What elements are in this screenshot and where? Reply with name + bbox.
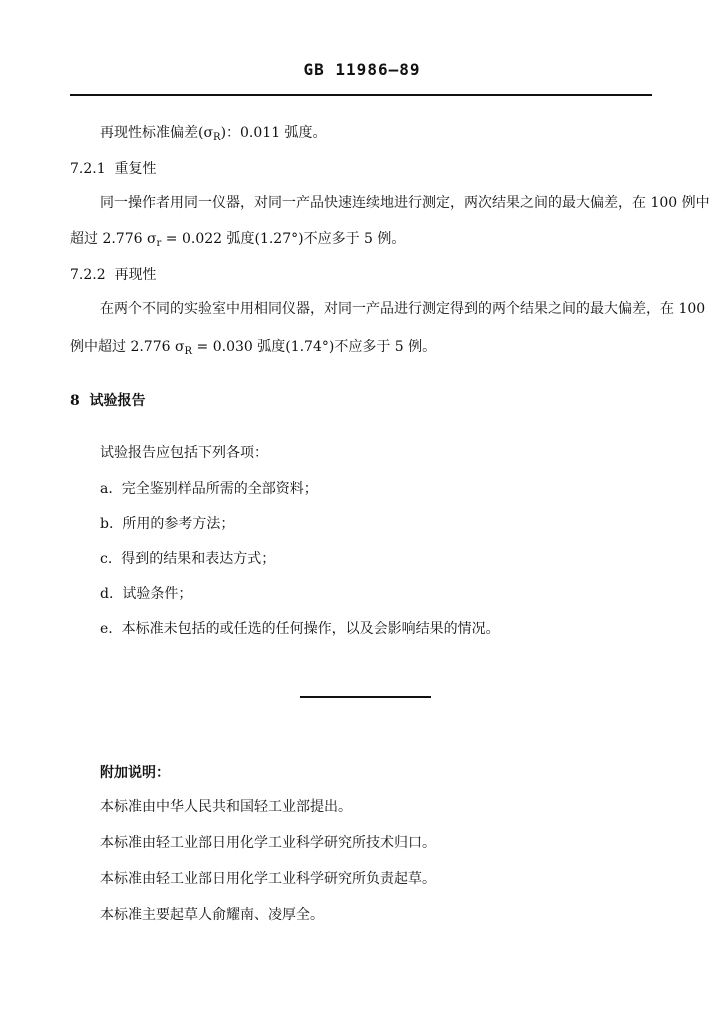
section-7-2-1-para-line1: 同一操作者用同一仪器，对同一产品快速连续地进行测定，两次结果之间的最大偏差，在 100 例中: [100, 195, 710, 211]
reproducibility-sd-line: [100, 124, 327, 147]
list-text: 试验条件；: [122, 586, 193, 602]
notes-line: 本标准由轻工业部日用化学工业科学研究所技术归口。: [100, 835, 436, 851]
section-7-2-2-para-line2: [70, 338, 436, 361]
list-text: 完全鉴别样品所需的全部资料；: [121, 481, 318, 497]
para-prefix: 例中超过 2.776: [70, 339, 175, 355]
notes-line: 本标准主要起草人俞耀南、凌厚全。: [100, 907, 324, 923]
list-marker: d.: [100, 586, 114, 602]
standard-code: GB 11986—89: [303, 60, 421, 79]
list-item: [100, 515, 234, 533]
sigma-symbol: σ: [146, 231, 157, 247]
list-text: 本标准未包括的或任选的任何操作，以及会影响结果的情况。: [121, 621, 500, 637]
section-8-heading: [70, 392, 146, 410]
section-number: 7.2.1: [70, 161, 106, 177]
notes-line: 本标准由中华人民共和国轻工业部提出。: [100, 799, 352, 815]
para-suffix: = 0.030 弧度(1.74°)不应多于 5 例。: [192, 339, 437, 355]
section-7-2-2-para-line1: 在两个不同的实验室中用相同仪器，对同一产品进行测定得到的两个结果之间的最大偏差，在 100: [100, 301, 706, 317]
section-number: 7.2.2: [70, 267, 106, 283]
section-title: 重复性: [114, 161, 157, 177]
notes-line: 本标准由轻工业部日用化学工业科学研究所负责起草。: [100, 871, 436, 887]
section-number: 8: [70, 393, 80, 409]
section-7-2-2-heading: [70, 266, 157, 284]
para-suffix: = 0.022 弧度(1.27°)不应多于 5 例。: [161, 231, 406, 247]
reproducibility-sd-prefix: 再现性标准偏差(: [100, 125, 204, 141]
list-marker: b.: [100, 516, 114, 532]
sigma-symbol: σ: [174, 339, 185, 355]
list-marker: a.: [100, 481, 113, 497]
section-title: 试验报告: [89, 393, 146, 409]
sigma-subscript: R: [184, 346, 193, 357]
list-marker: e.: [100, 621, 113, 637]
list-text: 得到的结果和表达方式；: [121, 551, 276, 567]
sigma-symbol: σ: [203, 125, 214, 141]
section-7-2-1-para-line2: [70, 230, 405, 253]
reproducibility-sd-suffix: )：0.011 弧度。: [220, 125, 327, 141]
sigma-subscript: r: [156, 238, 162, 249]
notes-title: 附加说明：: [100, 765, 170, 781]
section-8-intro: 试验报告应包括下列各项：: [100, 445, 268, 461]
section-7-2-1-heading: [70, 160, 157, 178]
section-title: 再现性: [114, 267, 157, 283]
end-of-text-rule: [300, 696, 431, 698]
list-item: [100, 480, 318, 498]
list-item: [100, 550, 275, 568]
header-divider: [70, 94, 652, 96]
sigma-subscript: R: [213, 132, 221, 143]
para-prefix: 超过 2.776: [70, 231, 147, 247]
list-item: [100, 620, 500, 638]
list-item: [100, 585, 192, 603]
list-text: 所用的参考方法；: [122, 516, 235, 532]
list-marker: c.: [100, 551, 113, 567]
